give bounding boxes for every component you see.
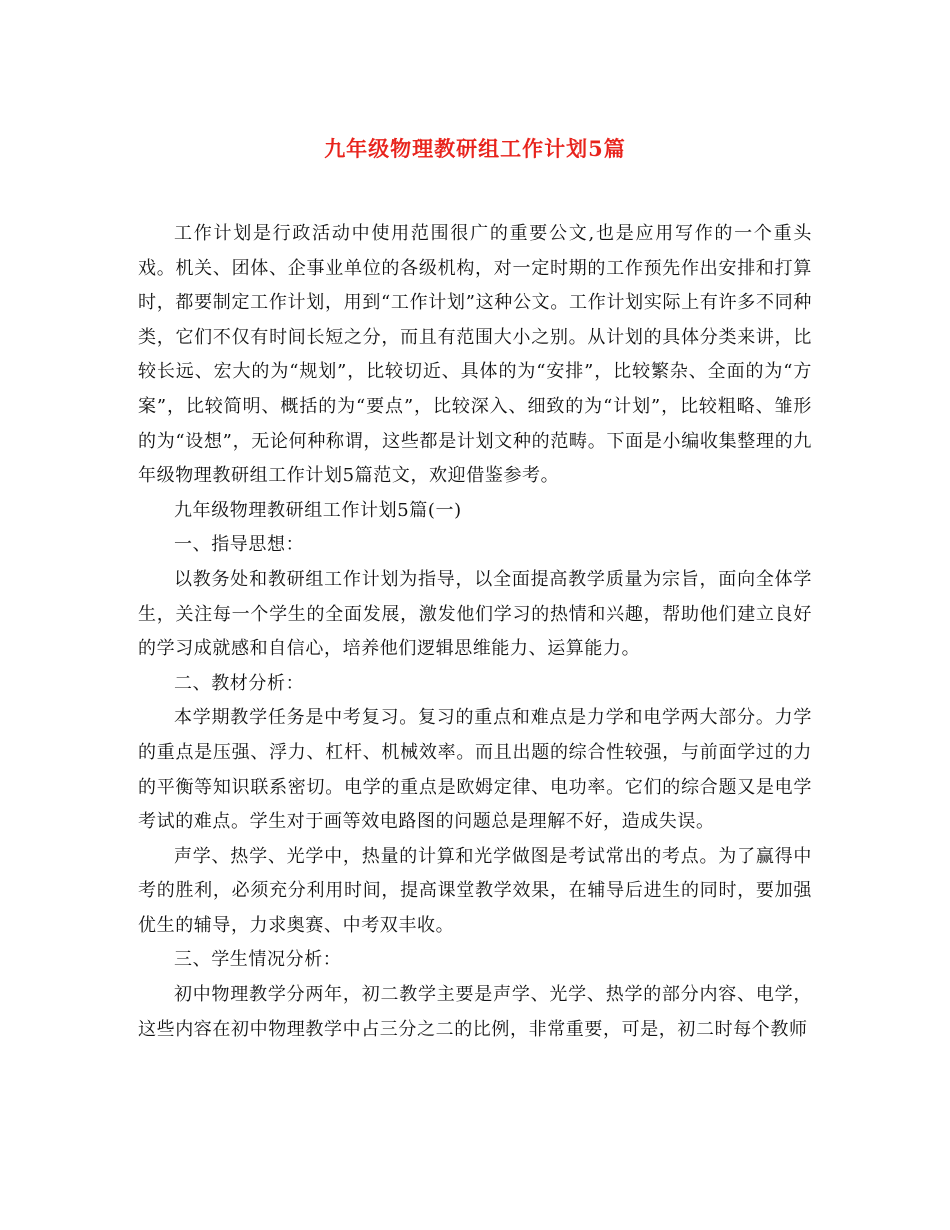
paragraph-textbook-analysis: 本学期教学任务是中考复习。复习的重点和难点是力学和电学两大部分。力学的重点是压强、浮力、杠杆、机械效率。而且出题的综合性较强，与前面学过的力的平衡等知识联系密切。电学的重点是欧姆定律、电功率。它们的综合题又是电学考试的难点。学生对于画等效电路图的问题总是理解不好，造成失误。 xyxy=(138,707,812,833)
document-body xyxy=(138,217,812,1047)
heading-student-analysis: 三、学生情况分析： xyxy=(174,949,342,971)
paragraph-acoustics-optics: 声学、热学、光学中，热量的计算和光学做图是考试常出的考点。为了赢得中考的胜利，必须充分利用时间，提高课堂教学效果，在辅导后进生的同时，要加强优生的辅导，力求奥赛、中考双丰收。 xyxy=(138,845,812,936)
section-heading-part-one: 九年级物理教研组工作计划5篇(一) xyxy=(174,499,462,521)
document-title: 九年级物理教研组工作计划5篇 xyxy=(324,136,626,161)
paragraph-student-analysis: 初中物理教学分两年，初二教学主要是声学、光学、热学的部分内容、电学，这些内容在初中物理教学中占三分之二的比例，非常重要，可是，初二时每个教师 xyxy=(138,984,812,1040)
intro-paragraph: 工作计划是行政活动中使用范围很广的重要公文,也是应用写作的一个重头戏。机关、团体、企事业单位的各级机构，对一定时期的工作预先作出安排和打算时，都要制定工作计划，用到“工作计划”这种公文。工作计划实际上有许多不同种类，它们不仅有时间长短之分，而且有范围大小之别。从计划的具体分类来讲，比较长远、宏大的为“规划”，比较切近、具体的为“安排”，比较繁杂、全面的为“方案”，比较简明、概括的为“要点”，比较深入、细致的为“计划”，比较粗略、雏形的为“设想”，无论何种称谓，这些都是计划文种的范畴。下面是小编收集整理的九年级物理教研组工作计划5篇范文，欢迎借鉴参考。 xyxy=(138,223,812,487)
paragraph-guiding-ideology: 以教务处和教研组工作计划为指导，以全面提高教学质量为宗旨，面向全体学生，关注每一个学生的全面发展，激发他们学习的热情和兴趣，帮助他们建立良好的学习成就感和自信心，培养他们逻辑思维能力、运算能力。 xyxy=(138,568,812,660)
heading-guiding-ideology: 一、指导思想： xyxy=(174,534,305,556)
heading-textbook-analysis: 二、教材分析： xyxy=(174,672,305,694)
